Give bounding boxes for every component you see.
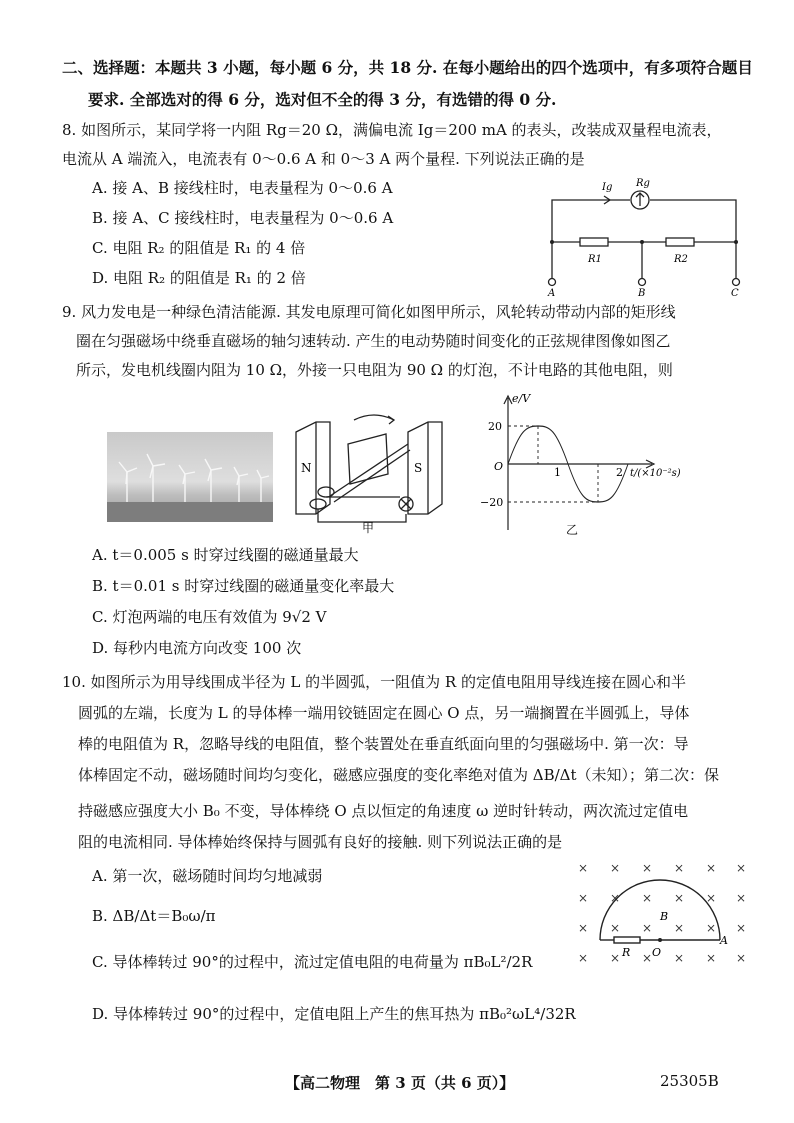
svg-text:×: × <box>642 921 653 935</box>
wind-turbine-photo <box>107 432 273 522</box>
q8-option-b: B. 接 A、C 接线柱时，电表量程为 0～0.6 A <box>92 209 394 227</box>
q10-option-b: B. ΔB/Δt＝B₀ω/π <box>92 907 216 925</box>
svg-text:×: × <box>706 891 717 905</box>
q10-stem-line6: 阻的电流相同. 导体棒始终保持与圆弧有良好的接触. 则下列说法正确的是 <box>78 833 563 851</box>
svg-text:×: × <box>642 891 653 905</box>
svg-text:×: × <box>706 951 717 965</box>
wind-turbines-picture <box>107 432 273 522</box>
q9-graph-origin: O <box>494 460 504 473</box>
q8-label-rg: Rg <box>636 178 650 189</box>
page-footer: 【高二物理 第 3 页（共 6 页）】 <box>285 1074 515 1092</box>
q10-label-r: R <box>622 946 631 959</box>
svg-text:×: × <box>578 891 589 905</box>
svg-text:×: × <box>610 951 621 965</box>
q9-stem-line2: 圈在匀强磁场中绕垂直磁场的轴匀速转动. 产生的电动势随时间变化的正弦规律图像如图乙 <box>76 332 671 350</box>
q9-emf-graph-yi <box>476 390 706 538</box>
paper-code: 25305B <box>660 1072 719 1090</box>
q10-stem-line3: 棒的电阻值为 R，忽略导线的电阻值，整个装置处在垂直纸面向里的匀强磁场中. 第一次：导 <box>78 735 689 753</box>
q10-label-o: O <box>652 946 662 959</box>
q10-label-b: B <box>660 910 669 923</box>
q9-caption-jia: 甲 <box>362 521 375 535</box>
q8-option-d: D. 电阻 R₂ 的阻值是 R₁ 的 2 倍 <box>92 269 306 287</box>
svg-text:×: × <box>674 861 685 875</box>
svg-text:×: × <box>578 861 589 875</box>
q10-label-a: A <box>720 934 728 947</box>
svg-text:×: × <box>736 951 747 965</box>
svg-text:×: × <box>736 891 747 905</box>
q8-terminal-a: A <box>548 288 556 298</box>
svg-text:×: × <box>642 951 653 965</box>
svg-text:×: × <box>674 921 685 935</box>
q9-stem-line1: 9. 风力发电是一种绿色清洁能源. 其发电原理可简化如图甲所示，风轮转动带动内部的矩形线 <box>62 303 676 321</box>
q10-stem-line5: 持磁感应强度大小 B₀ 不变，导体棒绕 O 点以恒定的角速度 ω 逆时针转动，两次流过定值电 <box>78 802 689 820</box>
q9-graph-tick-20: 20 <box>488 420 502 433</box>
q9-caption-yi: 乙 <box>566 523 579 537</box>
svg-text:×: × <box>610 861 621 875</box>
section-header-line1: 二、选择题：本题共 3 小题，每小题 6 分，共 18 分. 在每小题给出的四个选项中，有多项符合题目 <box>62 58 753 77</box>
svg-text:×: × <box>578 951 589 965</box>
q8-option-c: C. 电阻 R₂ 的阻值是 R₁ 的 4 倍 <box>92 239 306 257</box>
q9-graph-tick-minus20: −20 <box>480 496 504 509</box>
q9-magnet-s: S <box>414 461 423 475</box>
q10-stem-line2: 圆弧的左端，长度为 L 的导体棒一端用铰链固定在圆心 O 点，另一端搁置在半圆弧上，导体 <box>78 704 690 722</box>
q9-generator-diagram-jia <box>290 404 448 532</box>
svg-text:×: × <box>610 921 621 935</box>
q8-label-r1: R1 <box>588 254 602 265</box>
q8-label-ig: Ig <box>602 182 613 193</box>
svg-text:×: × <box>736 861 747 875</box>
svg-text:×: × <box>736 921 747 935</box>
svg-text:×: × <box>674 951 685 965</box>
q8-circuit-diagram <box>540 172 750 298</box>
q8-stem-line1: 8. 如图所示，某同学将一内阻 Rg＝20 Ω，满偏电流 Ig＝200 mA 的表头，改装成双量程电流表， <box>62 121 722 139</box>
q9-graph-tick-x1: 1 <box>554 466 561 479</box>
q9-graph-tick-x2: 2 <box>616 466 623 479</box>
q10-stem-line4: 体棒固定不动，磁场随时间均匀变化，磁感应强度的变化率绝对值为 ΔB/Δt（未知）；第二次：保 <box>78 766 720 784</box>
svg-text:×: × <box>642 861 653 875</box>
q10-option-d: D. 导体棒转过 90°的过程中，定值电阻上产生的焦耳热为 πB₀²ωL⁴/32R <box>92 1005 576 1023</box>
q10-stem-line1: 10. 如图所示为用导线围成半径为 L 的半圆弧，一阻值为 R 的定值电阻用导线连接在圆心和半 <box>62 673 686 691</box>
q10-option-c: C. 导体棒转过 90°的过程中，流过定值电阻的电荷量为 πB₀L²/2R <box>92 953 533 971</box>
q8-terminal-b: B <box>638 288 646 298</box>
svg-text:×: × <box>674 891 685 905</box>
q9-graph-xlabel: t/(×10⁻²s) <box>630 468 681 479</box>
q9-stem-line3: 所示，发电机线圈内阻为 10 Ω，外接一只电阻为 90 Ω 的灯泡，不计电路的其他电阻，则 <box>76 361 673 379</box>
q10-semicircle-diagram <box>572 858 748 968</box>
q8-terminal-c: C <box>731 288 739 298</box>
q10-option-a: A. 第一次，磁场随时间均匀地减弱 <box>92 867 323 885</box>
svg-text:×: × <box>610 891 621 905</box>
q9-option-a: A. t＝0.005 s 时穿过线圈的磁通量最大 <box>92 546 359 564</box>
q8-stem-line2: 电流从 A 端流入，电流表有 0～0.6 A 和 0～3 A 两个量程. 下列说法正确的是 <box>62 150 585 168</box>
svg-text:×: × <box>578 921 589 935</box>
q9-option-d: D. 每秒内电流方向改变 100 次 <box>92 639 302 657</box>
q9-magnet-n: N <box>301 461 312 475</box>
q8-option-a: A. 接 A、B 接线柱时，电表量程为 0～0.6 A <box>92 179 393 197</box>
q8-label-r2: R2 <box>674 254 688 265</box>
svg-text:×: × <box>706 921 717 935</box>
svg-text:×: × <box>706 861 717 875</box>
q9-graph-ylabel: e/V <box>512 392 531 405</box>
q9-option-c: C. 灯泡两端的电压有效值为 9√2 V <box>92 608 327 626</box>
q9-option-b: B. t＝0.01 s 时穿过线圈的磁通量变化率最大 <box>92 577 395 595</box>
section-header-line2: 要求. 全部选对的得 6 分，选对但不全的得 3 分，有选错的得 0 分. <box>88 90 557 109</box>
